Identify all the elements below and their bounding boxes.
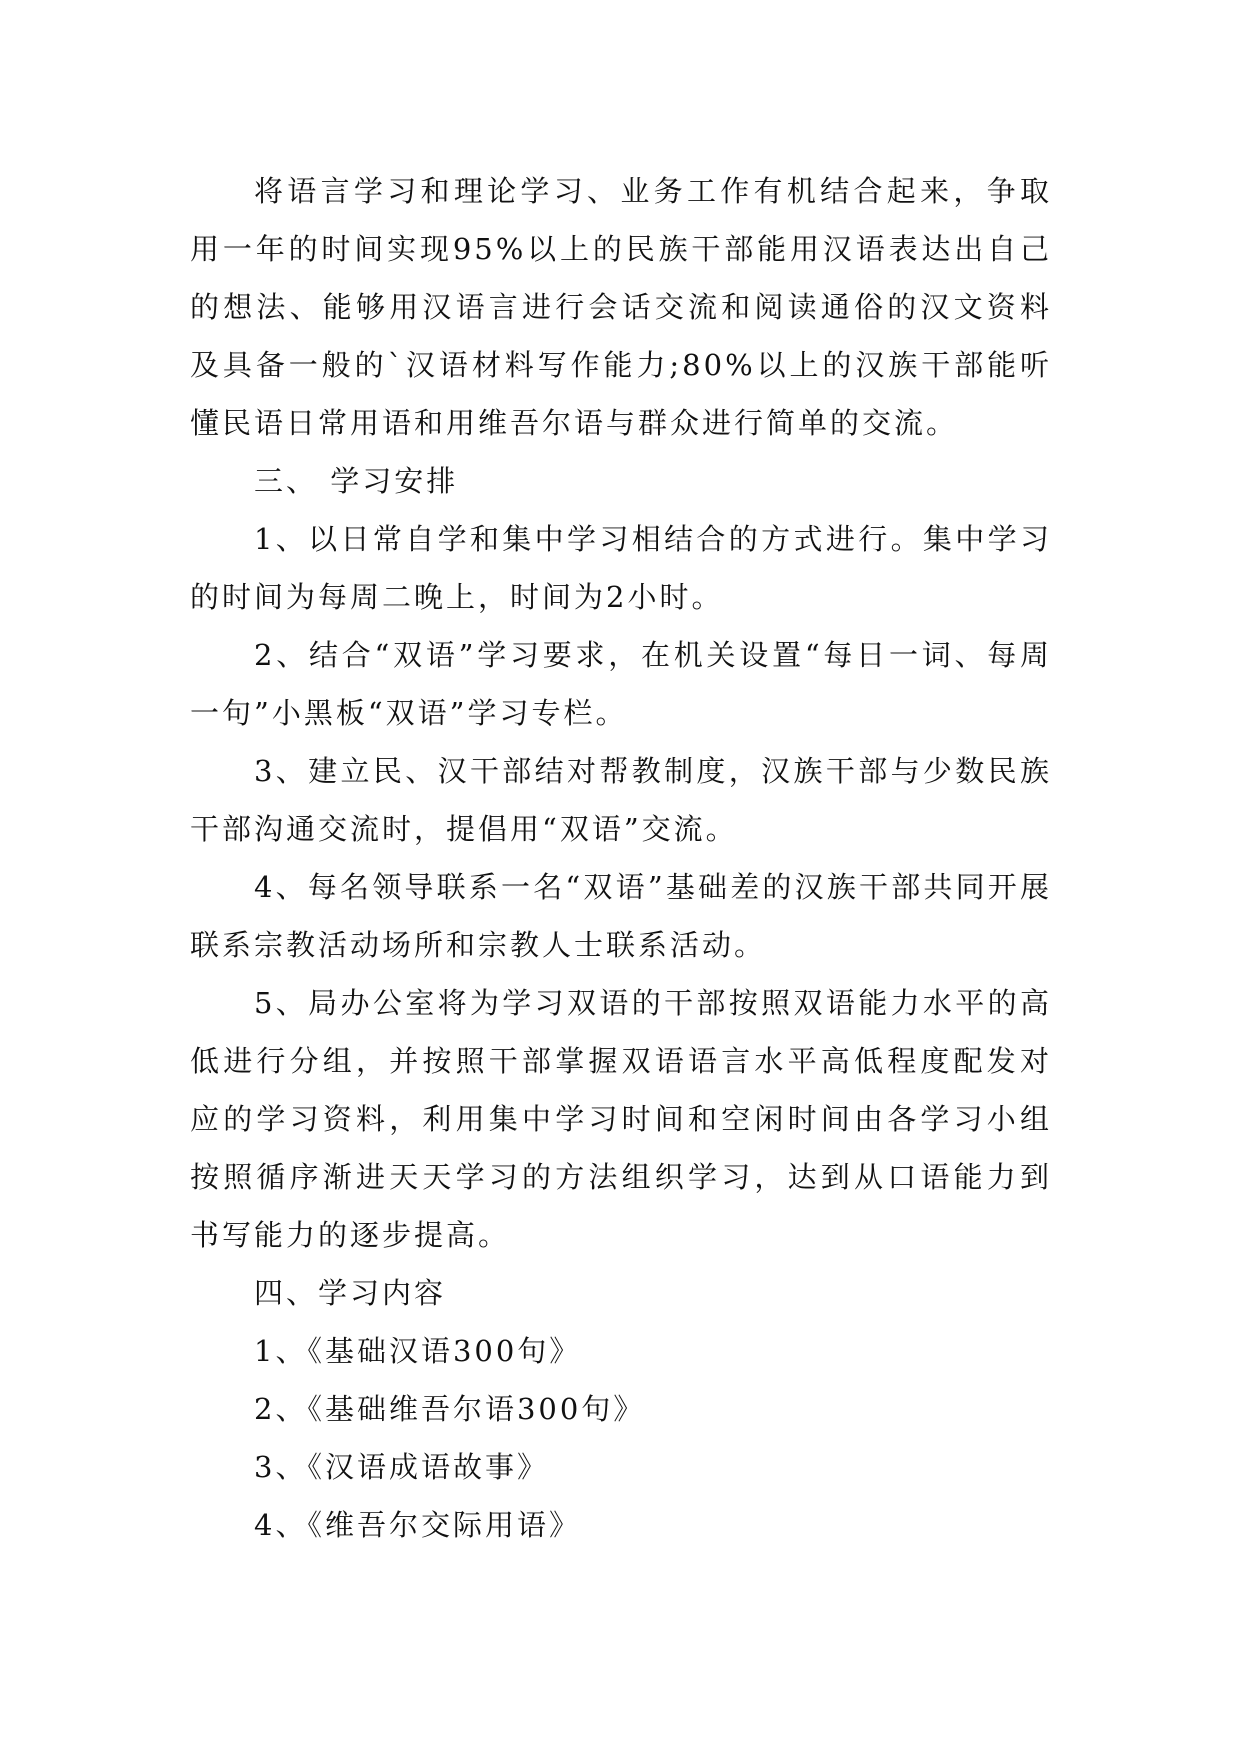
- arrangement-item-5: 5、局办公室将为学习双语的干部按照双语能力水平的高低进行分组，并按照干部掌握双语语言水平高低程度配发对应的学习资料，利用集中学习时间和空闲时间由各学习小组按照循序渐进天天学习的方法组织学习，达到从口语能力到书写能力的逐步提高。: [190, 986, 1052, 1252]
- content-item-1: 1、《基础汉语300句》: [254, 1334, 582, 1368]
- arrangement-item-4: 4、每名领导联系一名“双语”基础差的汉族干部共同开展联系宗教活动场所和宗教人士联系活动。: [190, 870, 1052, 962]
- section-heading-study-content: 四、学习内容: [254, 1276, 447, 1310]
- paragraph-goal: 将语言学习和理论学习、业务工作有机结合起来，争取用一年的时间实现95%以上的民族干部能用汉语表达出自己的想法、能够用汉语言进行会话交流和阅读通俗的汉文资料及具备一般的`汉语材料写作能力;80%以上的汉族干部能听懂民语日常用语和用维吾尔语与群众进行简单的交流。: [190, 174, 1052, 440]
- arrangement-item-1: 1、以日常自学和集中学习相结合的方式进行。集中学习的时间为每周二晚上，时间为2小时。: [190, 522, 1052, 614]
- section-heading-study-arrangement: 三、 学习安排: [254, 464, 459, 498]
- arrangement-item-2: 2、结合“双语”学习要求，在机关设置“每日一词、每周一句”小黑板“双语”学习专栏。: [190, 638, 1052, 730]
- content-item-3: 3、《汉语成语故事》: [254, 1450, 549, 1484]
- content-item-4: 4、《维吾尔交际用语》: [254, 1508, 581, 1542]
- content-item-2: 2、《基础维吾尔语300句》: [254, 1392, 646, 1426]
- arrangement-item-3: 3、建立民、汉干部结对帮教制度，汉族干部与少数民族干部沟通交流时，提倡用“双语”交流。: [190, 754, 1052, 846]
- document-body: [190, 162, 1052, 1554]
